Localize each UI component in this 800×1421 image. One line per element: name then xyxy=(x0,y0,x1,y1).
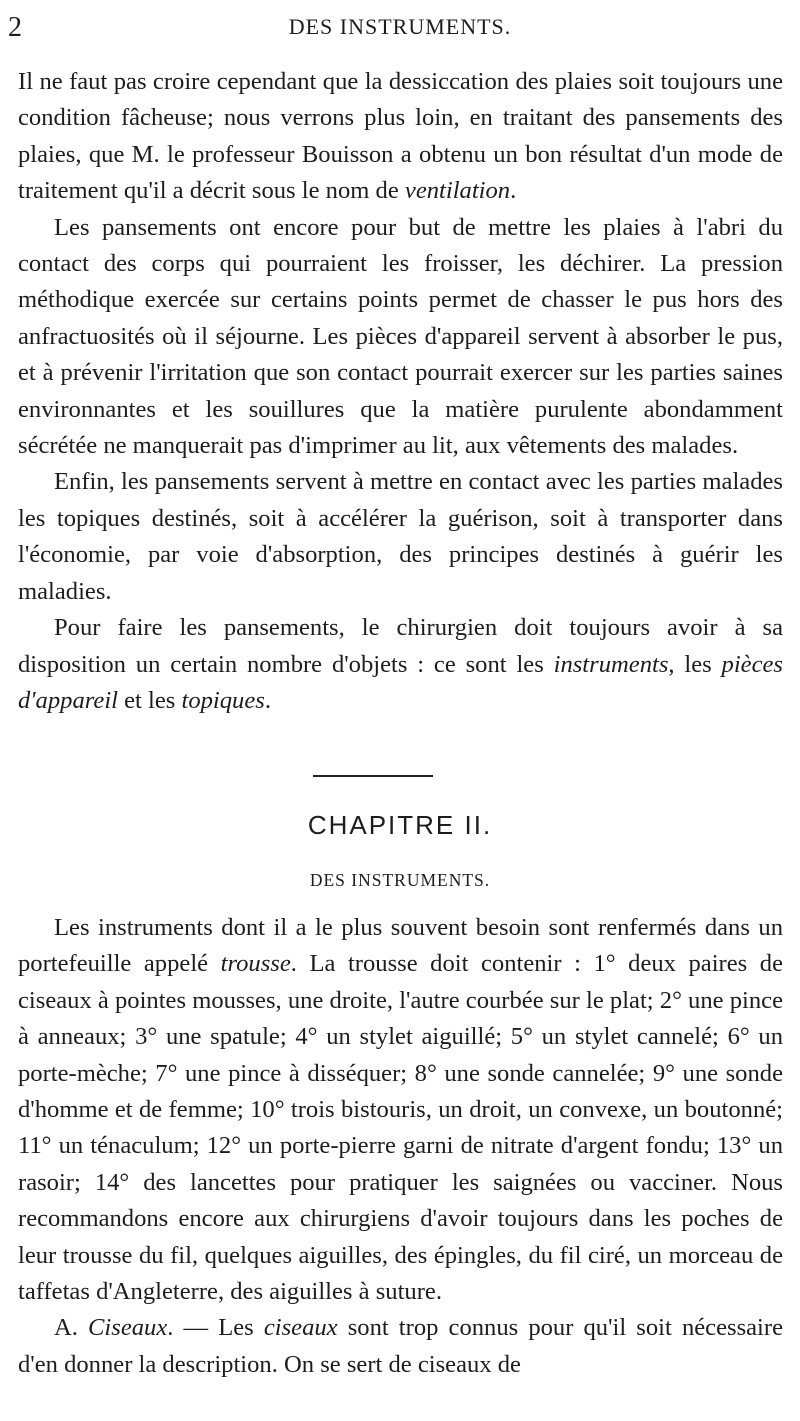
paragraph: A. Ciseaux. — Les ciseaux sont trop connus pour qu'il soit nécessaire d'en donner la description. On se sert de ciseaux de xyxy=(18,1314,783,1378)
paragraph: Les pansements ont encore pour but de mettre les plaies à l'abri du contact des corps qui pourraient les froisser, les déchirer. La pression méthodique exercée sur certains points permet de chasser le pus hors des anfractuosités où il séjourne. Les pièces d'appareil servent à absorber le pus, et à prévenir l'irritation que son contact pourrait exercer sur les parties saines environnantes et les souillures que la matière purulente abondamment sécrétée ne manquerait pas d'imprimer au lit, aux vêtements des malades. xyxy=(18,213,783,460)
paragraph: Pour faire les pansements, le chirurgien doit toujours avoir à sa disposition un certain nombre d'objets : ce sont les instruments, les pièces d'appareil et les topiques. xyxy=(18,614,783,714)
chapter-subtitle: DES INSTRUMENTS. xyxy=(309,870,491,890)
page-number: 2 xyxy=(8,12,22,43)
section-divider xyxy=(313,775,433,777)
page-header xyxy=(0,4,800,44)
chapter-text xyxy=(18,910,783,1383)
paragraph: Enfin, les pansements servent à mettre en contact avec les parties malades les topiques destinés, soit à accélérer la guérison, soit à transporter dans l'économie, par voie d'absorption, des principes destinés à guérir les maladies. xyxy=(18,468,783,605)
intro-text xyxy=(18,64,783,719)
running-head: DES INSTRUMENTS. xyxy=(288,14,512,39)
paragraph: Il ne faut pas croire cependant que la dessiccation des plaies soit toujours une condition fâcheuse; nous verrons plus loin, en traitant des pansements des plaies, que M. le professeur Bouisson a obtenu un bon résultat d'un mode de traitement qu'il a décrit sous le nom de ventilation. xyxy=(18,68,783,205)
chapter-title: CHAPITRE II. xyxy=(307,810,493,840)
paragraph: Les instruments dont il a le plus souvent besoin sont renfermés dans un portefeuille appelé trousse. La trousse doit contenir : 1° deux paires de ciseaux à pointes mousses, une droite, l'autre courbée sur le plat; 2° une pince à anneaux; 3° une spatule; 4° un stylet aiguillé; 5° un stylet cannelé; 6° un porte-mèche; 7° une pince à disséquer; 8° une sonde cannelée; 9° une sonde d'homme et de femme; 10° trois bistouris, un droit, un convexe, un boutonné; 11° un ténaculum; 12° un porte-pierre garni de nitrate d'argent fondu; 13° un rasoir; 14° des lancettes pour pratiquer les saignées ou vacciner. Nous recommandons encore aux chirurgiens d'avoir toujours dans les poches de leur trousse du fil, quelques aiguilles, des épingles, du fil ciré, un morceau de taffetas d'Angleterre, des aiguilles à suture. xyxy=(18,914,783,1306)
